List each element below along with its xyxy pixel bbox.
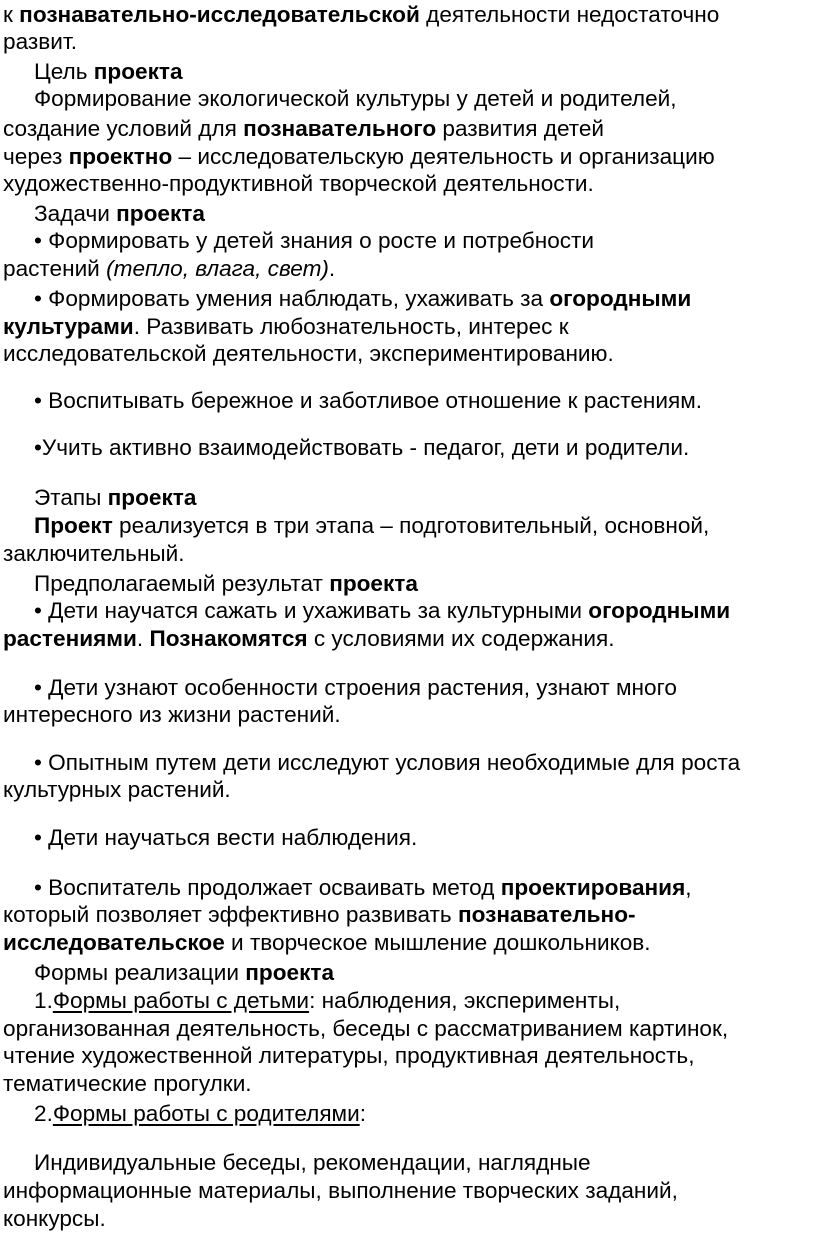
text-run: который позволяет эффективно развивать — [3, 902, 458, 927]
text-run: : — [359, 1101, 366, 1126]
text-line — [3, 702, 341, 728]
text-run: . — [136, 626, 150, 651]
bold-text: познавательно- — [457, 902, 636, 927]
text-run: • Формировать у детей знания о росте и потребности — [34, 228, 595, 253]
bold-text: исследовательское — [3, 930, 225, 955]
bold-text: познавательного — [243, 116, 437, 141]
text-line — [34, 988, 620, 1014]
text-run: • Опытным путем дети исследуют условия необходимые для роста — [34, 750, 741, 775]
text-line — [34, 750, 740, 776]
text-run: организованная деятельность, беседы с рассматриванием картинок, — [3, 1016, 729, 1041]
text-line — [34, 286, 691, 312]
text-line — [3, 1016, 728, 1042]
text-line — [3, 1043, 694, 1069]
text-line — [34, 875, 692, 901]
text-line — [34, 675, 677, 701]
text-run: • Формировать умения наблюдать, ухаживать за — [34, 286, 550, 311]
text-run: • Воспитывать бережное и заботливое отношение к растениям. — [34, 388, 703, 413]
text-line — [3, 29, 77, 55]
text-run: • Воспитатель продолжает осваивать метод — [34, 875, 501, 900]
text-run: и творческое мышление дошкольников. — [224, 930, 651, 955]
bold-text: проектирования — [500, 875, 686, 900]
text-line — [3, 1178, 678, 1204]
text-run: 2. — [34, 1101, 53, 1126]
text-line — [34, 598, 730, 624]
text-run: • Дети узнают особенности строения растения, узнают много — [34, 675, 677, 700]
text-run: развит. — [3, 29, 77, 54]
text-run: Индивидуальные беседы, рекомендации, наглядные — [34, 1150, 591, 1175]
text-run: – исследовательскую деятельность и организацию — [172, 144, 715, 169]
text-line — [3, 144, 715, 170]
text-run: культурных растений. — [3, 777, 231, 802]
text-run: Этапы — [34, 485, 108, 510]
text-line — [3, 341, 614, 367]
text-run: реализуется в три этапа – подготовительный, основной, — [112, 513, 710, 538]
text-run: к — [3, 2, 20, 27]
bold-text: проекта — [93, 59, 183, 84]
text-run: Формирование экологической культуры у детей и родителей, — [34, 86, 677, 111]
underlined-text: Формы работы с родителями — [52, 1101, 360, 1126]
text-run: • Дети научатся сажать и ухаживать за культурными — [34, 598, 589, 623]
bold-text: культурами — [3, 314, 134, 339]
bold-text: проекта — [107, 485, 197, 510]
text-run: Предполагаемый результат — [34, 571, 330, 596]
text-run: •Учить активно взаимодействовать - педагог, дети и родители. — [34, 435, 690, 460]
bold-text: растениями — [3, 626, 137, 651]
text-run: конкурсы. — [3, 1206, 106, 1231]
text-line — [3, 256, 335, 282]
italic-text: (тепло, влага, свет) — [106, 256, 329, 281]
text-run: исследовательской деятельности, экспериментированию. — [3, 341, 614, 366]
text-run: Задачи — [34, 201, 117, 226]
underlined-text: Формы работы с детьми — [52, 988, 310, 1013]
text-run: с условиями их содержания. — [307, 626, 615, 651]
text-run: через — [3, 144, 69, 169]
text-line — [3, 2, 719, 28]
text-run: Формы реализации — [34, 960, 246, 985]
bold-text: проектно — [68, 144, 173, 169]
bold-text: огородными — [549, 286, 692, 311]
text-line — [3, 1206, 106, 1232]
text-run: развития детей — [436, 116, 605, 141]
text-line — [3, 116, 604, 142]
text-line — [34, 571, 418, 597]
text-line — [3, 1071, 252, 1097]
text-line — [3, 541, 185, 567]
text-line — [34, 825, 417, 851]
text-line — [3, 777, 231, 803]
text-line — [34, 485, 196, 511]
text-line — [34, 388, 702, 414]
text-run: 1. — [34, 988, 53, 1013]
text-line — [34, 1101, 366, 1127]
text-line — [34, 86, 677, 112]
text-run: , — [685, 875, 692, 900]
text-run: чтение художественной литературы, продуктивная деятельность, — [3, 1043, 695, 1068]
bold-text: проекта — [116, 201, 205, 226]
text-run: создание условий для — [3, 116, 244, 141]
text-line — [34, 435, 689, 461]
text-run: информационные материалы, выполнение творческих заданий, — [3, 1178, 678, 1203]
text-line — [34, 960, 334, 986]
text-run: • Дети научаться вести наблюдения. — [34, 825, 418, 850]
bold-text: познавательно-исследовательской — [19, 2, 420, 27]
text-run: растений — [3, 256, 107, 281]
text-line — [3, 626, 614, 652]
text-run: : наблюдения, эксперименты, — [309, 988, 621, 1013]
text-line — [3, 171, 594, 197]
text-line — [34, 1150, 591, 1176]
bold-text: проекта — [329, 571, 418, 596]
text-run: заключительный. — [3, 541, 185, 566]
bold-text: проекта — [245, 960, 335, 985]
text-run: интересного из жизни растений. — [3, 702, 341, 727]
bold-text: огородными — [588, 598, 731, 623]
text-run: художественно-продуктивной творческой деятельности. — [3, 171, 594, 196]
text-run: тематические прогулки. — [3, 1071, 252, 1096]
text-line — [3, 930, 651, 956]
bold-text: Проект — [34, 513, 113, 538]
text-line — [3, 902, 636, 928]
text-run: Цель — [34, 59, 94, 84]
text-run: . — [328, 256, 336, 281]
text-line — [34, 201, 205, 227]
bold-text: Познакомятся — [149, 626, 308, 651]
text-line — [3, 314, 569, 340]
text-line — [34, 228, 594, 254]
text-line — [34, 513, 709, 539]
text-run: . Развивать любознательность, интерес к — [133, 314, 569, 339]
text-line — [34, 59, 183, 85]
text-run: деятельности недостаточно — [419, 2, 720, 27]
